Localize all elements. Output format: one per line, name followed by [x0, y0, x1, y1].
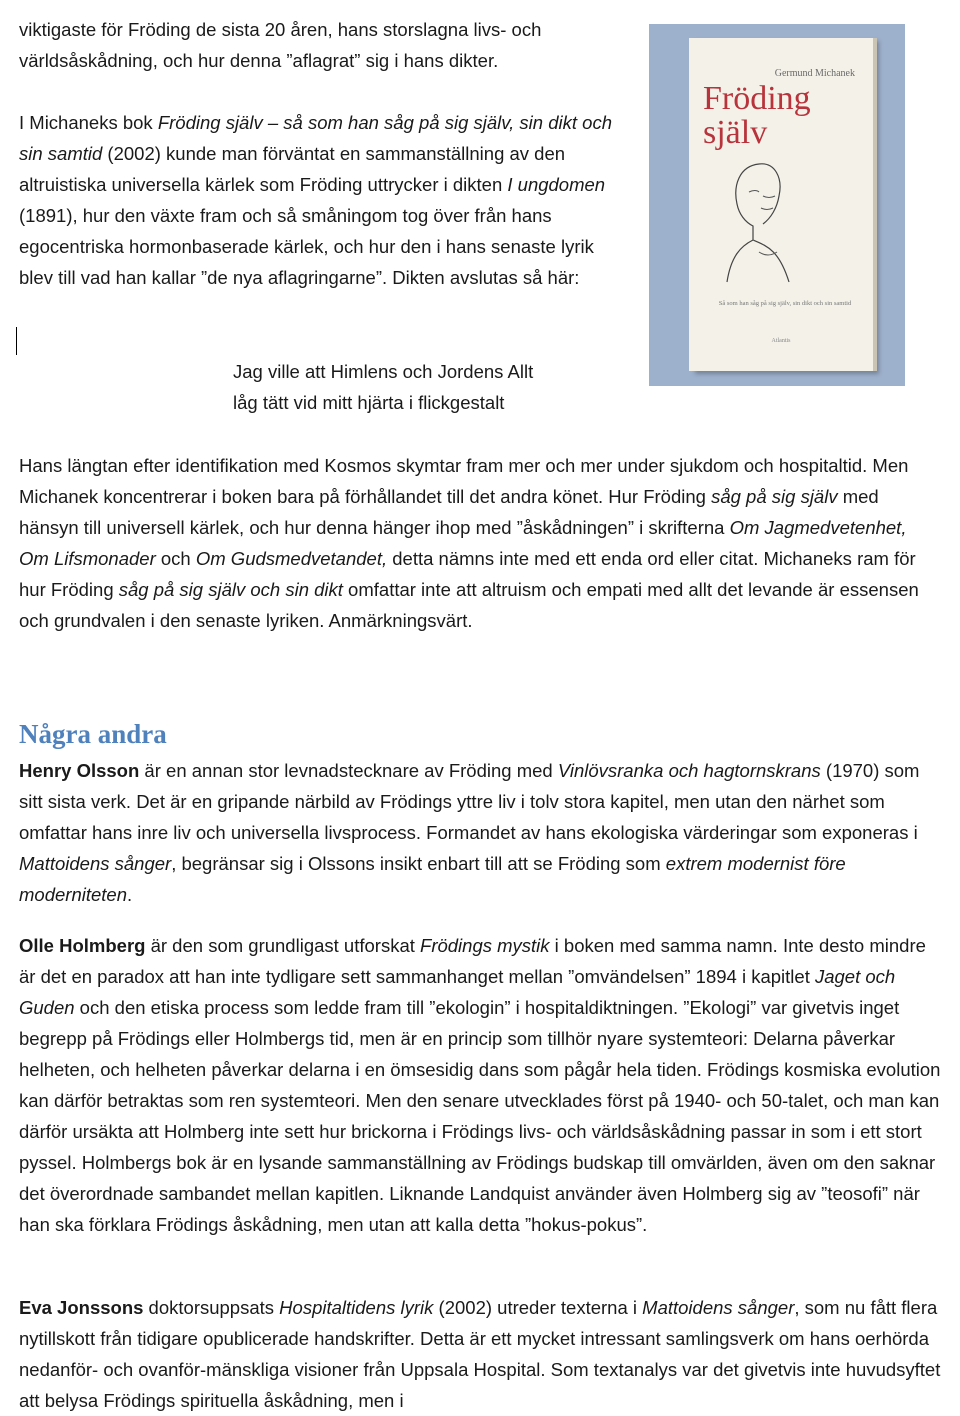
text-run: detta nämns inte med ett enda ord eller citat. Michaneks ram för hur Fröding [19, 548, 916, 600]
text-run: (1970) som sitt sista verk. Det är en gripande närbild av Frödings yttre liv i tolv stora kapitel, men utan den närhet som omfattar hans inre liv och universella livsprocess. Formandet av hans ekologiska värderingar som exponeras i [19, 760, 920, 843]
text-run: Hans längtan efter identifikation med Kosmos skymtar fram mer och mer under sjukdom och hospitaltid. Men Michanek koncentrerar i boken bara på förhållandet till det andra könet. Hur Fröding [19, 455, 909, 507]
text-run: och [155, 548, 196, 569]
book-author: Germund Michanek [774, 68, 855, 79]
book-cover-title [703, 82, 811, 150]
paragraph-jonsson [19, 1292, 941, 1416]
text-run: , som nu fått flera nytillskott från tidigare opublicerade handskrifter. Detta är ett mycket intressant samlingsverk om hans oerhörda nedanför- och ovanför-mänskliga visioner från Uppsala Hospital. Som textanalys var det givetvis inte huvudsyftet att belysa Frödings spirituella åskådning, men i [19, 1297, 941, 1411]
text-run: (2002) kunde man förväntat en sammanställning av den altruistiska universella kärlek som Fröding uttrycker i dikten [19, 143, 566, 195]
text-cursor [16, 327, 17, 355]
text-run: omfattar inte att altruism och empati med allt det levande är essensen och grundvalen i den senaste lyriken. Anmärkningsvärt. [19, 579, 919, 631]
text-run: doktorsuppsats [143, 1297, 280, 1318]
italic-phrase: Om Jagmedvetenhet, Om Lifsmonader [19, 517, 907, 569]
book-cover-photo [649, 24, 905, 386]
italic-phrase: extrem modernist före moderniteten [19, 853, 846, 905]
italic-phrase: såg på sig själv [711, 486, 838, 507]
paragraph-holmberg [19, 930, 941, 1240]
poem-title-italic: I ungdomen [507, 174, 606, 195]
author-name: Olle Holmberg [19, 935, 146, 956]
text-run: är en annan stor levnadstecknare av Fröding med [139, 760, 558, 781]
author-name: Henry Olsson [19, 760, 140, 781]
text-run: med hänsyn till universell kärlek, och hur denna hänger ihop med ”åskådningen” i skrifterna [19, 486, 879, 538]
book-title-line: själv [703, 114, 768, 151]
italic-phrase: Om Gudsmedvetandet, [195, 548, 388, 569]
book-publisher: Atlantis [771, 338, 791, 344]
italic-phrase: Frödings mystik [420, 935, 550, 956]
book-subtitle: Så som han såg på sig själv, sin dikt och sin samtid [718, 300, 852, 307]
italic-phrase: Vinlövsranka och hagtornskrans [557, 760, 821, 781]
book-title-italic: Fröding själv – så som han såg på sig själv, sin dikt och sin samtid [19, 112, 612, 164]
text-run: I Michaneks bok [19, 112, 158, 133]
paragraph-michanek [19, 107, 624, 293]
text-line: världsåskådning, och hur denna ”aflagrat” sig i hans dikter. [19, 50, 499, 71]
text-run: , begränsar sig i Olssons insikt enbart till att se Fröding som [171, 853, 666, 874]
italic-phrase: Mattoidens sånger [642, 1297, 795, 1318]
paragraph-intro [19, 14, 624, 76]
text-line: viktigaste för Fröding de sista 20 åren, hans storslagna livs- och [19, 19, 542, 40]
text-run: . [126, 884, 133, 905]
italic-phrase: Mattoidens sånger [19, 853, 172, 874]
text-run: och den etiska process som ledde fram till ”ekologin” i hospitaldiktningen. ”Ekologi” var givetvis inget begrepp på Frödings eller Holmbergs tid, men är en princip som tillhör nyare systemteori: Delarna påverkar helheten, och helheten påverkar delarna i en ömsesidig dans som pågår hela tiden. Frödings kosmiska evolution kan därför betraktas som ren systemteori. Men den senare utvecklades först på 1940- och 50-talet, och man kan därför ursäkta att Holmberg inte sett hur brickorna i Frödings livs- och världsåskådning passar in som i ett stort pyssel. Holmbergs bok är en lysande sammanställning av Frödings budskap till omvärlden, även om den saknar det överordnade sambandet mellan kapitlen. Liknande Landquist använder även Holmberg sig av ”teosofi” när han ska förklara Frödings åskådning, men utan att kalla detta ”hokus-pokus”. [19, 997, 941, 1235]
paragraph-longing [19, 450, 941, 636]
quote-line: Jag ville att Himlens och Jordens Allt [233, 361, 534, 382]
quote-line: låg tätt vid mitt hjärta i flickgestalt [233, 392, 505, 413]
text-run: är den som grundligast utforskat [145, 935, 421, 956]
italic-phrase: Jaget och Guden [19, 966, 896, 1018]
text-run: i boken med samma namn. Inte desto mindre är det en paradox att han inte tydligare sett sammanhanget mellan ”omvändelsen” 1894 i kapitlet [19, 935, 926, 987]
poem-quote [233, 356, 533, 418]
italic-phrase: såg på sig själv och sin dikt [118, 579, 343, 600]
italic-phrase: Hospitaltidens lyrik [279, 1297, 434, 1318]
portrait-sketch-icon [719, 156, 809, 286]
author-name: Eva Jonssons [19, 1297, 144, 1318]
text-run: (1891), hur den växte fram och så småningom tog över från hans egocentriska hormonbaserade kärlek, och hur den i hans senaste lyrik blev till vad han kallar ”de nya aflagringarne”. Dikten avslutas så här: [19, 205, 594, 288]
book-title-line: Fröding [703, 80, 811, 117]
section-heading: Några andra [19, 719, 167, 749]
paragraph-olsson [19, 755, 941, 910]
book-cover [689, 38, 873, 371]
text-run: (2002) utreder texterna i [433, 1297, 643, 1318]
